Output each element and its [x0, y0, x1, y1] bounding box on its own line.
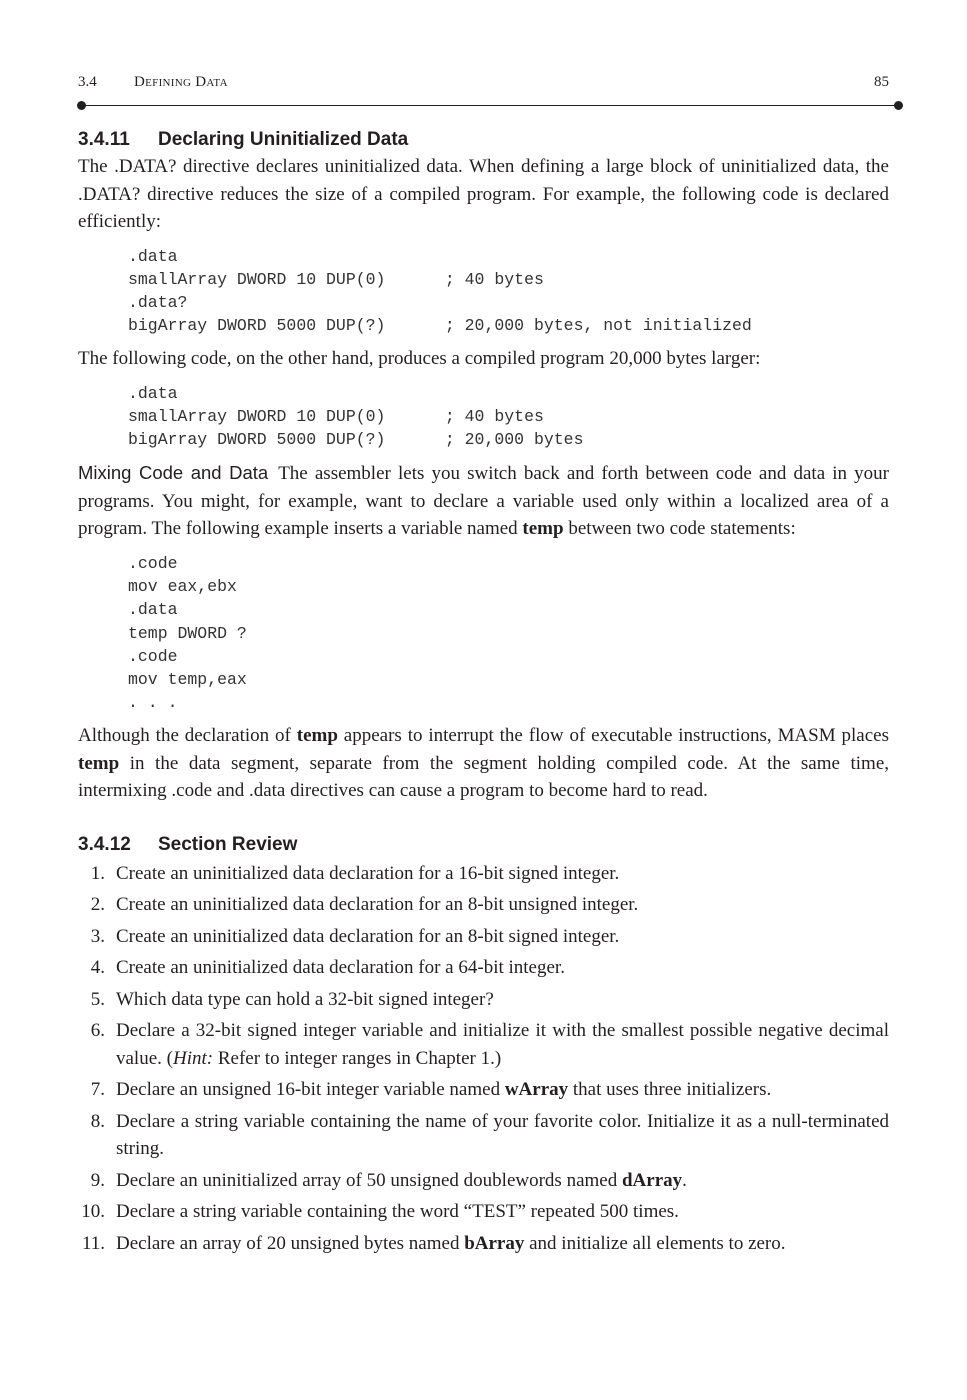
- header-rule: [80, 105, 898, 106]
- question-text: Declare a 32-bit signed integer variable and initialize it with the smallest possible negative decimal value. (: [116, 1020, 889, 1069]
- header-section-number: 3.4: [78, 74, 97, 90]
- paragraph: The following code, on the other hand, produces a compiled program 20,000 bytes larger:: [78, 348, 761, 370]
- heading-title: Section Review: [158, 833, 298, 855]
- paragraph: [78, 722, 889, 805]
- question-text: Create an uninitialized data declaration for a 64-bit integer.: [116, 957, 565, 979]
- question-number: 3.: [90, 925, 105, 947]
- paragraph: The .DATA? directive declares uninitialized data. When defining a large block of uninitialized data, the .DATA? directive reduces the size of a compiled program. For example, the following code is declared efficiently:: [78, 156, 889, 232]
- question-text: Declare an array of 20 unsigned bytes named: [116, 1232, 465, 1254]
- review-question: [78, 1076, 889, 1104]
- question-text: .: [682, 1169, 687, 1191]
- heading-number: 3.4.12: [78, 833, 131, 855]
- question-text: Create an uninitialized data declaration for a 16-bit signed integer.: [116, 862, 620, 884]
- text: appears to interrupt the flow of executable instructions, MASM places: [337, 725, 889, 747]
- text: The assembler lets you switch back and forth between code and data in your programs. You might, for example, want to declare a variable used only within a localized area of a program. The following example inserts a variable named: [78, 463, 889, 540]
- question-text: Declare an uninitialized array of 50 unsigned doublewords named: [116, 1169, 622, 1191]
- section-heading-3-4-12: [78, 832, 889, 858]
- header-section-title: Defining Data: [134, 74, 228, 90]
- bold-term: temp: [78, 752, 120, 774]
- text: Although the declaration of: [78, 725, 297, 747]
- question-text: that uses three initializers.: [568, 1079, 772, 1101]
- rule-dot-right: [894, 101, 903, 110]
- run-in-heading: Mixing Code and Data: [78, 462, 269, 484]
- question-text: and initialize all elements to zero.: [524, 1232, 786, 1254]
- section-heading-3-4-11: [78, 127, 889, 153]
- review-question: [78, 954, 889, 982]
- bold-term: temp: [522, 518, 564, 540]
- question-number: 4.: [90, 957, 105, 979]
- review-question: [78, 891, 889, 919]
- review-question: [78, 1108, 889, 1163]
- review-question: [78, 1167, 889, 1195]
- bold-term: bArray: [464, 1232, 525, 1254]
- review-question: [78, 923, 889, 951]
- question-number: 1.: [90, 862, 105, 884]
- bold-term: dArray: [621, 1169, 683, 1191]
- code-block: .data smallArray DWORD 10 DUP(0) ; 40 bytes .data? bigArray DWORD 5000 DUP(?) ; 20,000 bytes, not initialized: [128, 246, 752, 336]
- italic-text: Hint:: [172, 1047, 214, 1069]
- review-question: [78, 1198, 889, 1226]
- question-number: 5.: [90, 988, 105, 1010]
- page-number: 85: [874, 74, 889, 90]
- question-text: Which data type can hold a 32-bit signed integer?: [116, 988, 494, 1010]
- question-number: 2.: [90, 894, 105, 916]
- question-number: 7.: [90, 1079, 105, 1101]
- question-number: 6.: [90, 1020, 105, 1042]
- bold-term: temp: [296, 725, 338, 747]
- review-question: [78, 1017, 889, 1072]
- heading-title: Declaring Uninitialized Data: [158, 129, 409, 150]
- question-number: 9.: [90, 1169, 105, 1191]
- review-question-list: [78, 860, 889, 1258]
- text: between two code statements:: [563, 518, 796, 540]
- bold-term: wArray: [504, 1079, 569, 1101]
- text: in the data segment, separate from the segment holding compiled code. At the same time, intermixing .code and .data directives can cause a program to become hard to read.: [78, 752, 889, 802]
- question-text: Declare an unsigned 16-bit integer variable named: [116, 1079, 505, 1101]
- question-number: 10.: [81, 1201, 105, 1223]
- question-text: Declare a string variable containing the word “TEST” repeated 500 times.: [116, 1201, 679, 1223]
- review-question: [78, 986, 889, 1014]
- question-text: Declare a string variable containing the name of your favorite color. Initialize it as a null-terminated string.: [116, 1110, 889, 1160]
- heading-number: 3.4.11: [78, 129, 130, 150]
- question-text: Refer to integer ranges in Chapter 1.): [213, 1047, 502, 1069]
- code-block: .code mov eax,ebx .data temp DWORD ? .code mov temp,eax . . .: [128, 553, 247, 713]
- paragraph: [78, 459, 889, 543]
- page-content: [78, 127, 889, 1261]
- rule-dot-left: [77, 101, 86, 110]
- question-text: Create an uninitialized data declaration for an 8-bit signed integer.: [116, 925, 620, 947]
- question-number: 11.: [81, 1232, 105, 1254]
- code-block: .data smallArray DWORD 10 DUP(0) ; 40 bytes bigArray DWORD 5000 DUP(?) ; 20,000 bytes: [128, 383, 584, 450]
- question-number: 8.: [90, 1110, 105, 1132]
- question-text: Create an uninitialized data declaration for an 8-bit unsigned integer.: [116, 894, 639, 916]
- review-question: [78, 1230, 889, 1258]
- review-question: [78, 860, 889, 888]
